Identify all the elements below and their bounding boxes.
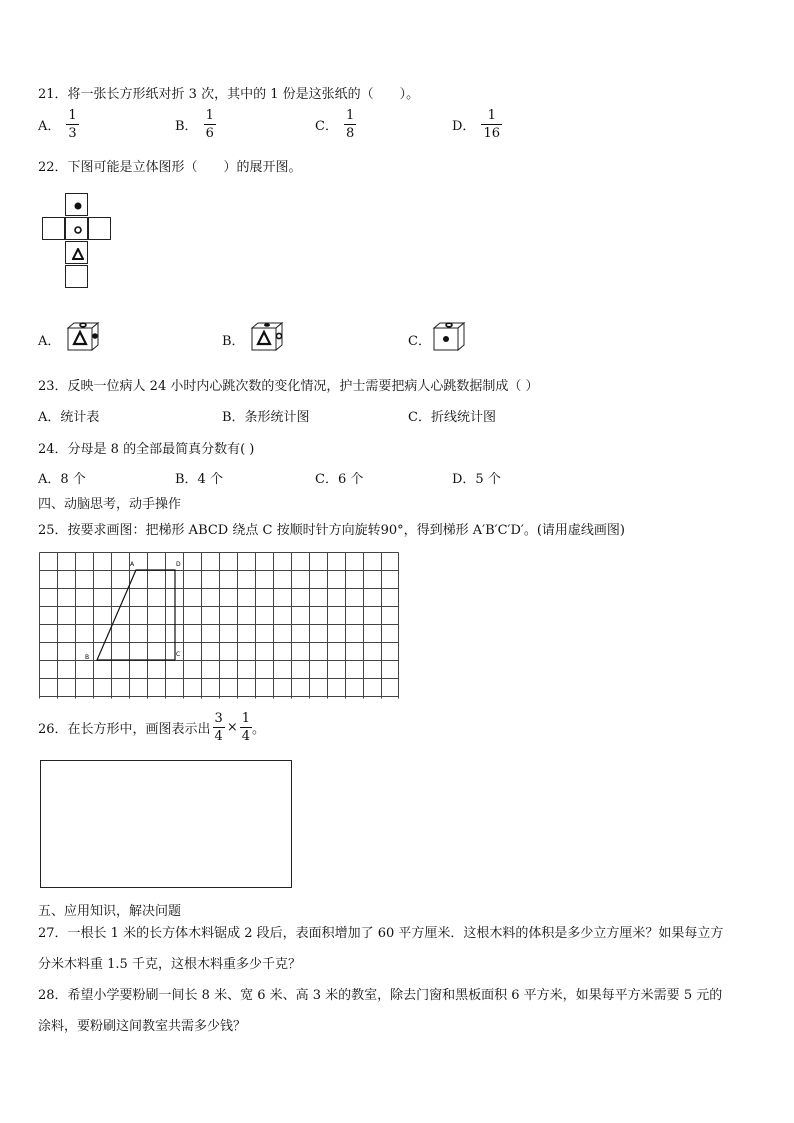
filled-dot-icon bbox=[92, 333, 98, 339]
question-26-suffix: 。 bbox=[252, 722, 266, 737]
point-label-c: C bbox=[176, 651, 181, 658]
question-23-text: 23．反映一位病人 24 小时内心跳次数的变化情况，护士需要把病人心跳数据制成（ ） bbox=[38, 379, 539, 394]
q22-option-b-cube[interactable] bbox=[248, 320, 288, 352]
times-sign: × bbox=[226, 720, 238, 735]
q24-option-a[interactable]: A．8 个 bbox=[38, 472, 86, 487]
option-letter: A． bbox=[38, 119, 61, 134]
fraction: $\frac{1}{16}$ bbox=[483, 108, 500, 141]
q23-option-b[interactable]: B．条形统计图 bbox=[222, 410, 310, 425]
q22-option-c-label[interactable]: C． bbox=[408, 334, 431, 349]
section-4-heading: 四、动脑思考，动手操作 bbox=[38, 497, 182, 512]
q21-option-c[interactable] bbox=[315, 109, 356, 140]
question-24-text: 24．分母是 8 的全部最简真分数有( ) bbox=[38, 442, 255, 457]
question-26 bbox=[38, 712, 265, 743]
grid-svg bbox=[39, 552, 399, 699]
section-5-heading: 五、应用知识，解决问题 bbox=[38, 904, 182, 919]
q22-option-a-cube[interactable] bbox=[64, 320, 104, 352]
net-face-lower bbox=[65, 241, 88, 264]
q21-option-b[interactable] bbox=[175, 109, 216, 140]
question-22-text: 22．下图可能是立体图形（ ）的展开图。 bbox=[38, 160, 302, 175]
q21-option-a[interactable] bbox=[38, 109, 79, 140]
fraction-three-quarters: $\frac{3}{4}$ bbox=[214, 711, 223, 744]
filled-dot-icon bbox=[264, 323, 270, 327]
net-face-bottom bbox=[65, 265, 88, 288]
option-letter: D． bbox=[452, 119, 476, 134]
question-26-prefix: 26．在长方形中，画图表示出 bbox=[38, 722, 211, 737]
triangle-icon bbox=[72, 248, 84, 260]
fraction: $\frac{1}{6}$ bbox=[205, 108, 214, 141]
q23-option-c[interactable]: C．折线统计图 bbox=[408, 410, 496, 425]
q24-option-b[interactable]: B．4 个 bbox=[175, 472, 223, 487]
question-27-line1: 27．一根长 1 米的长方体木料锯成 2 段后，表面积增加了 60 平方厘米．这根木料的体积是多少立方厘米？如果每立方 bbox=[38, 926, 724, 941]
q23-option-a[interactable]: A．统计表 bbox=[38, 410, 100, 425]
option-letter: C． bbox=[315, 119, 338, 134]
cube-net bbox=[40, 193, 140, 293]
q22-option-a-label[interactable]: A． bbox=[38, 334, 61, 349]
question-28-line1: 28．希望小学要粉刷一间长 8 米、宽 6 米、高 3 米的教室，除去门窗和黑板面积 6 平方米，如果每平方米需要 5 元的 bbox=[38, 988, 723, 1003]
option-letter: B． bbox=[175, 119, 198, 134]
question-25-text: 25．按要求画图：把梯形 ABCD 绕点 C 按顺时针方向旋转90°，得到梯形 A′B′C′D′。(请用虚线画图) bbox=[38, 523, 626, 538]
point-label-d: D bbox=[176, 561, 181, 568]
point-label-b: B bbox=[85, 654, 90, 661]
grid-paper[interactable] bbox=[39, 552, 399, 699]
drawing-rectangle[interactable] bbox=[40, 760, 292, 888]
q24-option-d[interactable]: D．5 个 bbox=[452, 472, 501, 487]
q22-option-b-label[interactable]: B． bbox=[222, 334, 245, 349]
q22-option-c-cube[interactable] bbox=[430, 320, 470, 352]
ring-icon bbox=[73, 225, 83, 235]
net-face-right bbox=[88, 217, 111, 240]
filled-dot-icon bbox=[443, 336, 449, 342]
net-face-left bbox=[42, 217, 65, 240]
q21-option-d[interactable] bbox=[452, 109, 502, 140]
filled-dot-icon bbox=[73, 201, 83, 211]
trapezoid-abcd bbox=[97, 570, 175, 660]
question-21-text: 21．将一张长方形纸对折 3 次，其中的 1 份是这张纸的（ ）。 bbox=[38, 87, 420, 102]
net-face-top bbox=[65, 193, 88, 216]
point-label-a: A bbox=[130, 561, 135, 568]
net-face-center bbox=[65, 217, 88, 240]
question-27-line2: 分米木料重 1.5 千克，这根木料重多少千克？ bbox=[38, 957, 301, 972]
fraction: $\frac{1}{8}$ bbox=[345, 108, 355, 141]
q24-option-c[interactable]: C．6 个 bbox=[315, 472, 364, 487]
question-28-line2: 涂料，要粉刷这间教室共需多少钱？ bbox=[38, 1019, 247, 1034]
fraction: $\frac{1}{3}$ bbox=[68, 108, 77, 141]
fraction-one-quarter: $\frac{1}{4}$ bbox=[241, 711, 251, 744]
